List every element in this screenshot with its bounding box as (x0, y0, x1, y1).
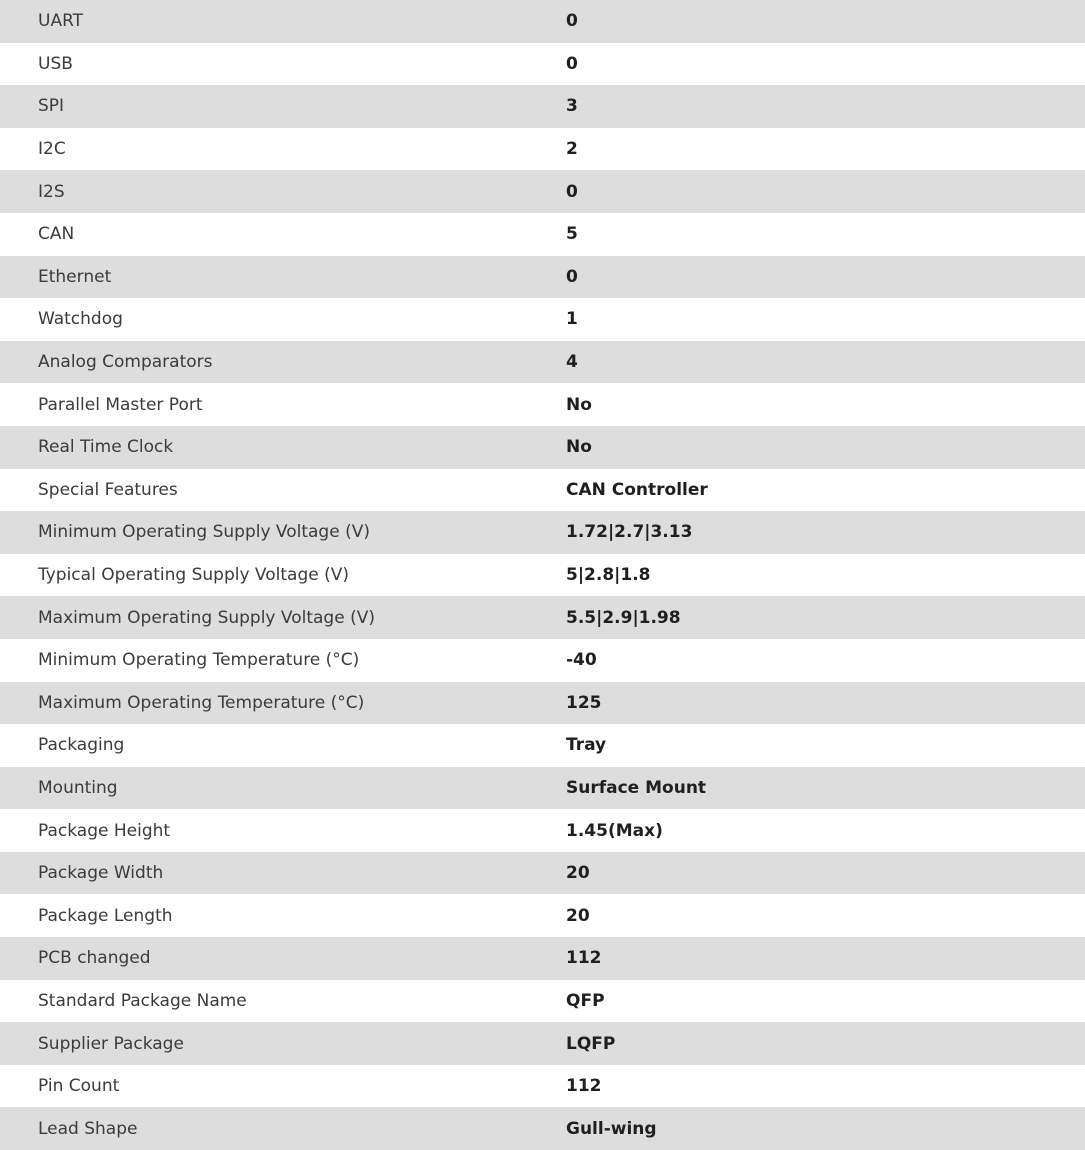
spec-label: UART (0, 0, 566, 43)
spec-row (0, 256, 1085, 299)
spec-value: 5|2.8|1.8 (566, 554, 1085, 597)
spec-value: 20 (566, 852, 1085, 895)
spec-row (0, 0, 1085, 43)
spec-row (0, 43, 1085, 86)
spec-label: Mounting (0, 767, 566, 810)
spec-value: 0 (566, 43, 1085, 86)
spec-row (0, 170, 1085, 213)
spec-value: Gull-wing (566, 1107, 1085, 1150)
spec-value: 20 (566, 894, 1085, 937)
spec-row (0, 213, 1085, 256)
spec-value: 0 (566, 256, 1085, 299)
spec-row (0, 469, 1085, 512)
spec-row (0, 596, 1085, 639)
spec-label: CAN (0, 213, 566, 256)
spec-label: Special Features (0, 469, 566, 512)
spec-value: 112 (566, 1065, 1085, 1108)
spec-row (0, 128, 1085, 171)
spec-value: 4 (566, 341, 1085, 384)
spec-value: 5.5|2.9|1.98 (566, 596, 1085, 639)
spec-row (0, 554, 1085, 597)
spec-label: Package Width (0, 852, 566, 895)
spec-row (0, 85, 1085, 128)
spec-value: 1.72|2.7|3.13 (566, 511, 1085, 554)
spec-value: 1 (566, 298, 1085, 341)
spec-row (0, 1065, 1085, 1108)
spec-label: Real Time Clock (0, 426, 566, 469)
spec-label: Typical Operating Supply Voltage (V) (0, 554, 566, 597)
spec-label: Minimum Operating Temperature (°C) (0, 639, 566, 682)
spec-label: Supplier Package (0, 1022, 566, 1065)
spec-label: Minimum Operating Supply Voltage (V) (0, 511, 566, 554)
spec-label: I2C (0, 128, 566, 171)
spec-row (0, 341, 1085, 384)
spec-label: Packaging (0, 724, 566, 767)
spec-value: 0 (566, 0, 1085, 43)
spec-row (0, 1022, 1085, 1065)
spec-value: 125 (566, 682, 1085, 725)
spec-label: PCB changed (0, 937, 566, 980)
spec-label: Ethernet (0, 256, 566, 299)
spec-row (0, 298, 1085, 341)
spec-label: Maximum Operating Supply Voltage (V) (0, 596, 566, 639)
spec-row (0, 767, 1085, 810)
spec-row (0, 383, 1085, 426)
spec-label: Lead Shape (0, 1107, 566, 1150)
spec-row (0, 894, 1085, 937)
spec-row (0, 937, 1085, 980)
spec-value: 112 (566, 937, 1085, 980)
spec-row (0, 682, 1085, 725)
spec-value: 2 (566, 128, 1085, 171)
spec-label: Package Length (0, 894, 566, 937)
spec-row (0, 724, 1085, 767)
spec-label: Maximum Operating Temperature (°C) (0, 682, 566, 725)
spec-label: Analog Comparators (0, 341, 566, 384)
spec-label: Package Height (0, 809, 566, 852)
spec-row (0, 852, 1085, 895)
spec-label: Watchdog (0, 298, 566, 341)
spec-value: -40 (566, 639, 1085, 682)
spec-row (0, 1107, 1085, 1150)
spec-value: No (566, 426, 1085, 469)
spec-value: CAN Controller (566, 469, 1085, 512)
spec-value: LQFP (566, 1022, 1085, 1065)
spec-label: USB (0, 43, 566, 86)
spec-value: No (566, 383, 1085, 426)
spec-label: Parallel Master Port (0, 383, 566, 426)
spec-label: SPI (0, 85, 566, 128)
spec-value: 5 (566, 213, 1085, 256)
spec-row (0, 426, 1085, 469)
spec-value: 0 (566, 170, 1085, 213)
spec-row (0, 511, 1085, 554)
spec-value: 3 (566, 85, 1085, 128)
spec-value: 1.45(Max) (566, 809, 1085, 852)
spec-value: Tray (566, 724, 1085, 767)
spec-row (0, 980, 1085, 1023)
spec-value: QFP (566, 980, 1085, 1023)
spec-label: Pin Count (0, 1065, 566, 1108)
spec-row (0, 639, 1085, 682)
spec-label: I2S (0, 170, 566, 213)
spec-row (0, 809, 1085, 852)
spec-label: Standard Package Name (0, 980, 566, 1023)
spec-value: Surface Mount (566, 767, 1085, 810)
